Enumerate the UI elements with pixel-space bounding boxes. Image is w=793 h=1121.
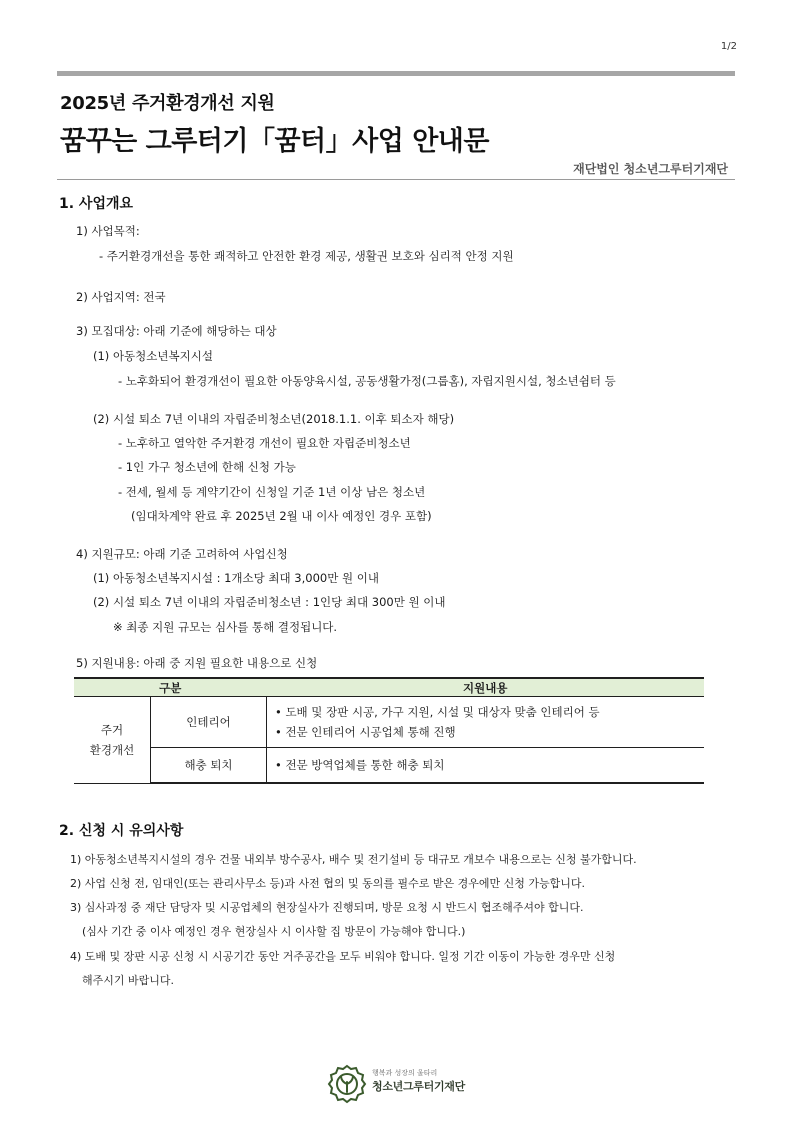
category-line1: 주거 — [100, 722, 124, 737]
target2-item2: - 1인 가구 청소년에 한해 신청 가능 — [118, 460, 296, 474]
target2-item1: - 노후하고 열악한 주거환경 개선이 필요한 자립준비청소년 — [118, 436, 411, 450]
category-line2: 환경개선 — [89, 742, 135, 757]
target2-label: (2) 시설 퇴소 7년 이내의 자립준비청소년(2018.1.1. 이후 퇴소자 해당) — [93, 412, 455, 426]
region-line: 2) 사업지역: 전국 — [76, 290, 166, 304]
target1-label: (1) 아동청소년복지시설 — [93, 349, 213, 363]
purpose-item: - 주거환경개선을 통한 쾌적하고 안전한 환경 제공, 생활권 보호와 심리적 안정 지원 — [99, 249, 514, 263]
page-number: 1/2 — [720, 41, 737, 52]
section1-heading: 1. 사업개요 — [59, 196, 134, 212]
footer-organization: 청소년그루터기재단 — [372, 1080, 465, 1093]
organization-name: 재단법인 청소년그루터기재단 — [573, 162, 728, 176]
content-label: 5) 지원내용: 아래 중 지원 필요한 내용으로 신청 — [76, 656, 318, 670]
scale-note: ※ 최종 지원 규모는 심사를 통해 결정됩니다. — [113, 620, 338, 634]
notice-item4-line2: 해주시기 바랍니다. — [82, 974, 175, 987]
notice-item2: 2) 사업 신청 전, 임대인(또는 관리사무소 등)과 사전 협의 및 동의를 필수로 받은 경우에만 신청 가능합니다. — [70, 877, 585, 890]
table-content-interior — [267, 697, 705, 748]
pest-item1: • 전문 방역업체를 통한 해충 퇴치 — [275, 758, 445, 772]
purpose-label: 1) 사업목적: — [76, 224, 140, 238]
top-rule — [57, 71, 735, 76]
table-header-category: 구분 — [74, 678, 267, 697]
notice-item1: 1) 아동청소년복지시설의 경우 건물 내외부 방수공사, 배수 및 전기설비 등 대규모 개보수 내용으로는 신청 불가합니다. — [70, 853, 637, 866]
foundation-logo-icon — [327, 1064, 367, 1104]
notice-item3: 3) 심사과정 중 재단 담당자 및 시공업체의 현장실사가 진행되며, 방문 요청 시 반드시 협조해주셔야 합니다. — [70, 901, 584, 914]
interior-item2: • 전문 인테리어 시공업체 통해 진행 — [275, 725, 456, 739]
target2-item3: - 전세, 월세 등 계약기간이 신청일 기준 1년 이상 남은 청소년 — [118, 485, 426, 499]
table-type-pest: 해충 퇴치 — [151, 748, 267, 784]
target2-item3-note: (임대차계약 완료 후 2025년 2월 내 이사 예정인 경우 포함) — [131, 509, 432, 523]
footer-tagline: 행복과 성장의 울타리 — [372, 1069, 438, 1077]
table-row — [74, 748, 704, 784]
table-header-content: 지원내용 — [267, 678, 705, 697]
table-type-interior: 인테리어 — [151, 697, 267, 748]
document-title: 꿈꾸는 그루터기「꿈터」사업 안내문 — [60, 126, 489, 157]
notice-item4-line1: 4) 도배 및 장판 시공 신청 시 시공기간 동안 거주공간을 모두 비워야 합니다. 일정 기간 이동이 가능한 경우만 신청 — [70, 950, 616, 963]
support-table — [74, 677, 704, 784]
scale1: (1) 아동청소년복지시설 : 1개소당 최대 3,000만 원 이내 — [93, 571, 379, 585]
document-subtitle: 2025년 주거환경개선 지원 — [60, 93, 275, 114]
target1-item: - 노후화되어 환경개선이 필요한 아동양육시설, 공동생활가정(그룹홈), 자립지원시설, 청소년쉼터 등 — [118, 374, 616, 388]
interior-item1: • 도배 및 장판 시공, 가구 지원, 시설 및 대상자 맞춤 인테리어 등 — [275, 705, 600, 719]
header-divider — [57, 179, 735, 180]
table-row — [74, 697, 704, 748]
table-content-pest — [267, 748, 705, 784]
table-category-cell — [74, 697, 151, 784]
section2-heading: 2. 신청 시 유의사항 — [59, 823, 184, 839]
scale-label: 4) 지원규모: 아래 기준 고려하여 사업신청 — [76, 547, 288, 561]
notice-item3-note: (심사 기간 중 이사 예정인 경우 현장실사 시 이사할 집 방문이 가능해야 합니다.) — [82, 925, 466, 938]
target-label: 3) 모집대상: 아래 기준에 해당하는 대상 — [76, 324, 277, 338]
scale2: (2) 시설 퇴소 7년 이내의 자립준비청소년 : 1인당 최대 300만 원 이내 — [93, 595, 446, 609]
